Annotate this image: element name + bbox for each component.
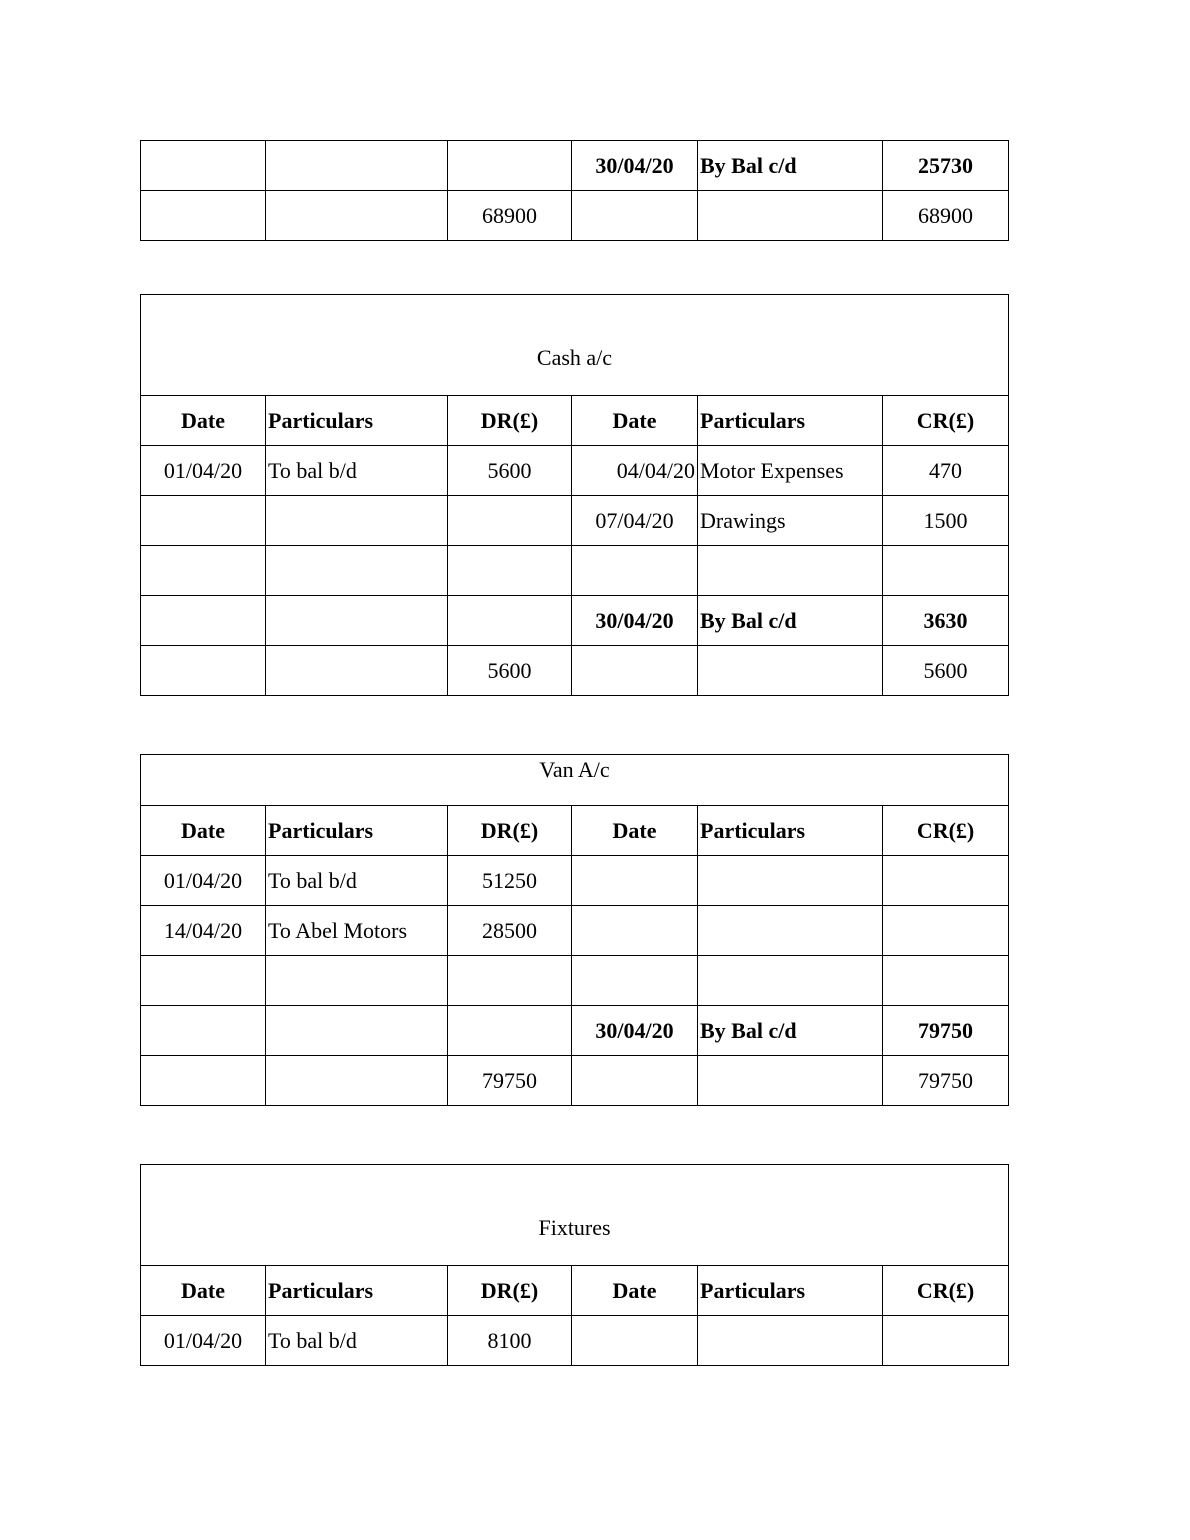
header-particulars: Particulars (266, 1266, 448, 1316)
balance-amount: 79750 (883, 1006, 1009, 1056)
balance-row (141, 596, 1009, 646)
header-date: Date (141, 806, 266, 856)
dr-amount: 5600 (448, 446, 572, 496)
header-particulars: Particulars (698, 1266, 883, 1316)
cr-date: 04/04/20 (572, 446, 698, 496)
header-particulars: Particulars (266, 806, 448, 856)
empty-row (141, 956, 1009, 1006)
fixtures-account-table (140, 1164, 1009, 1366)
header-row (141, 806, 1009, 856)
header-dr: DR(£) (448, 396, 572, 446)
balance-amount: 25730 (883, 141, 1009, 191)
header-particulars: Particulars (266, 396, 448, 446)
table-row (141, 856, 1009, 906)
ledger-fragment-top (140, 140, 1009, 241)
table-row (141, 446, 1009, 496)
header-dr: DR(£) (448, 1266, 572, 1316)
dr-total: 5600 (448, 646, 572, 696)
dr-date: 01/04/20 (141, 446, 266, 496)
header-row (141, 1266, 1009, 1316)
dr-amount: 28500 (448, 906, 572, 956)
cash-account-table (140, 294, 1009, 696)
cr-total: 5600 (883, 646, 1009, 696)
dr-date: 14/04/20 (141, 906, 266, 956)
dr-particulars: To Abel Motors (266, 906, 448, 956)
table-row (141, 496, 1009, 546)
table-row (141, 141, 1009, 191)
empty-row (141, 546, 1009, 596)
header-cr: CR(£) (883, 396, 1009, 446)
cr-total: 79750 (883, 1056, 1009, 1106)
header-particulars: Particulars (698, 396, 883, 446)
header-date: Date (141, 396, 266, 446)
balance-particulars: By Bal c/d (698, 141, 883, 191)
balance-row (141, 1006, 1009, 1056)
account-title: Cash a/c (141, 295, 1009, 396)
balance-amount: 3630 (883, 596, 1009, 646)
balance-particulars: By Bal c/d (698, 596, 883, 646)
balance-date: 30/04/20 (572, 141, 698, 191)
totals-row (141, 646, 1009, 696)
header-date: Date (572, 396, 698, 446)
cr-amount: 1500 (883, 496, 1009, 546)
cr-total: 68900 (883, 191, 1009, 241)
balance-particulars: By Bal c/d (698, 1006, 883, 1056)
dr-amount: 8100 (448, 1316, 572, 1366)
dr-date: 01/04/20 (141, 856, 266, 906)
header-date: Date (141, 1266, 266, 1316)
table-row (141, 906, 1009, 956)
dr-total: 79750 (448, 1056, 572, 1106)
header-date: Date (572, 806, 698, 856)
cr-date: 07/04/20 (572, 496, 698, 546)
header-dr: DR(£) (448, 806, 572, 856)
van-account-table (140, 754, 1009, 1106)
balance-date: 30/04/20 (572, 1006, 698, 1056)
dr-total: 68900 (448, 191, 572, 241)
dr-particulars: To bal b/d (266, 446, 448, 496)
dr-date: 01/04/20 (141, 1316, 266, 1366)
header-row (141, 396, 1009, 446)
totals-row (141, 1056, 1009, 1106)
cr-amount: 470 (883, 446, 1009, 496)
header-date: Date (572, 1266, 698, 1316)
header-particulars: Particulars (698, 806, 883, 856)
dr-particulars: To bal b/d (266, 856, 448, 906)
totals-row (141, 191, 1009, 241)
header-cr: CR(£) (883, 806, 1009, 856)
account-title: Van A/c (141, 755, 1009, 806)
table-row (141, 1316, 1009, 1366)
account-title: Fixtures (141, 1165, 1009, 1266)
cr-particulars: Motor Expenses (698, 446, 883, 496)
dr-particulars: To bal b/d (266, 1316, 448, 1366)
balance-date: 30/04/20 (572, 596, 698, 646)
header-cr: CR(£) (883, 1266, 1009, 1316)
dr-amount: 51250 (448, 856, 572, 906)
cr-particulars: Drawings (698, 496, 883, 546)
